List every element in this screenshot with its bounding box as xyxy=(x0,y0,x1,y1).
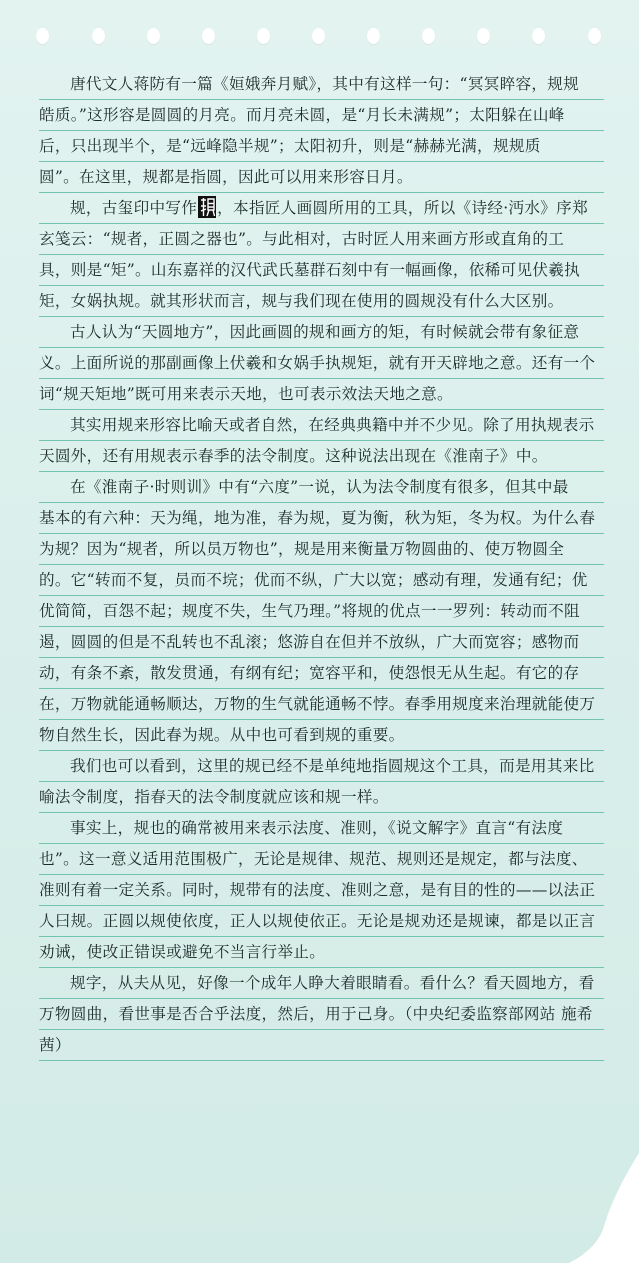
text-line: 矩，女娲执规。就其形状而言，规与我们现在使用的圆规没有什么大区别。 xyxy=(39,286,604,317)
text-line: 词“规天矩地”既可用来表示天地，也可表示效法天地之意。 xyxy=(39,379,604,410)
paragraph xyxy=(39,813,604,968)
binder-hole-icon xyxy=(477,28,490,44)
binder-hole-icon xyxy=(312,28,325,44)
article-body xyxy=(39,69,604,1061)
binder-hole-icon xyxy=(257,28,270,44)
text-line: 天圆外，还有用规表示春季的法令制度。这种说法出现在《淮南子》中。 xyxy=(39,441,604,472)
text-line: 物自然生长，因此春为规。从中也可看到规的重要。 xyxy=(39,720,604,751)
text-line: 义。上面所说的那副画像上伏羲和女娲手执规矩，就有开天辟地之意。还有一个 xyxy=(39,348,604,379)
text-line: 万物圆曲，看世事是否合乎法度，然后，用于己身。（中央纪委监察部网站 施希 xyxy=(39,999,604,1030)
text-line: 古人认为“天圆地方”，因此画圆的规和画方的矩，有时候就会带有象征意 xyxy=(39,317,604,348)
text-span: 规，古玺印中写作 xyxy=(70,199,198,217)
binder-hole-icon xyxy=(588,28,601,44)
text-line: 优简简，百怨不起；规度不失，生气乃理。”将规的优点一一罗列：转动而不阻 xyxy=(39,596,604,627)
paragraph xyxy=(39,751,604,813)
text-line: 也”。这一意义适用范围极广，无论是规律、规范、规则还是规定，都与法度、 xyxy=(39,844,604,875)
page-curl-corner xyxy=(569,1153,639,1263)
paragraph xyxy=(39,317,604,410)
text-line: 其实用规来形容比喻天或者自然，在经典典籍中并不少见。除了用执规表示 xyxy=(39,410,604,441)
text-line xyxy=(39,193,604,224)
paragraph xyxy=(39,472,604,751)
text-line: 在，万物就能通畅顺达，万物的生气就能通畅不悖。春季用规度来治理就能使万 xyxy=(39,689,604,720)
text-line: 遏，圆圆的但是不乱转也不乱滚；悠游自在但并不放纵，广大而宽容；感物而 xyxy=(39,627,604,658)
paragraph xyxy=(39,193,604,317)
text-line: 在《淮南子·时则训》中有“六度”一说，认为法令制度有很多，但其中最 xyxy=(39,472,604,503)
binder-hole-icon xyxy=(92,28,105,44)
paragraph xyxy=(39,968,604,1061)
text-line: 基本的有六种：天为绳，地为准，春为规，夏为衡，秋为矩，冬为权。为什么春 xyxy=(39,503,604,534)
text-line: 劝诫，使改正错误或避免不当言行举止。 xyxy=(39,937,604,968)
seal-character-gui-icon xyxy=(198,196,216,218)
binder-hole-icon xyxy=(422,28,435,44)
text-line: 的。它“转而不复，员而不垸；优而不纵，广大以宽；感动有理，发通有纪；优 xyxy=(39,565,604,596)
text-line: 准则有着一定关系。同时，规带有的法度、准则之意，是有目的性的——以法正 xyxy=(39,875,604,906)
paragraph xyxy=(39,410,604,472)
binder-hole-icon xyxy=(147,28,160,44)
text-line: 喻法令制度，指春天的法令制度就应该和规一样。 xyxy=(39,782,604,813)
binder-hole-icon xyxy=(532,28,545,44)
text-line: 事实上，规也的确常被用来表示法度、准则，《说文解字》直言“有法度 xyxy=(39,813,604,844)
binder-hole-icon xyxy=(202,28,215,44)
text-line: 我们也可以看到，这里的规已经不是单纯地指圆规这个工具，而是用其来比 xyxy=(39,751,604,782)
paragraph xyxy=(39,69,604,193)
binder-holes xyxy=(0,28,639,48)
text-line: 茜） xyxy=(39,1030,604,1061)
text-line: 皓质。”这形容是圆圆的月亮。而月亮未圆，是“月长未满规”；太阳躲在山峰 xyxy=(39,100,604,131)
text-line: 唐代文人蒋防有一篇《姮娥奔月赋》，其中有这样一句：“冥冥睟容，规规 xyxy=(39,69,604,100)
text-line: 圆”。在这里，规都是指圆，因此可以用来形容日月。 xyxy=(39,162,604,193)
text-line: 规字，从夫从见，好像一个成年人睁大着眼睛看。看什么？看天圆地方，看 xyxy=(39,968,604,999)
text-line: 为规？因为“规者，所以员万物也”，规是用来衡量万物圆曲的、使万物圆全 xyxy=(39,534,604,565)
text-line: 人曰规。正圆以规使依度，正人以规使依正。无论是规劝还是规谏，都是以正言 xyxy=(39,906,604,937)
binder-hole-icon xyxy=(367,28,380,44)
text-span: ，本指匠人画圆所用的工具，所以《诗经·沔水》序郑 xyxy=(217,199,588,217)
text-line: 后，只出现半个，是“远峰隐半规”；太阳初升，则是“赫赫光满，规规质 xyxy=(39,131,604,162)
text-line: 玄笺云：“规者，正圆之器也”。与此相对，古时匠人用来画方形或直角的工 xyxy=(39,224,604,255)
binder-hole-icon xyxy=(36,28,49,44)
text-line: 动，有条不紊，散发贯通，有纲有纪；宽容平和，使怨恨无从生起。有它的存 xyxy=(39,658,604,689)
text-line: 具，则是“矩”。山东嘉祥的汉代武氏墓群石刻中有一幅画像，依稀可见伏羲执 xyxy=(39,255,604,286)
